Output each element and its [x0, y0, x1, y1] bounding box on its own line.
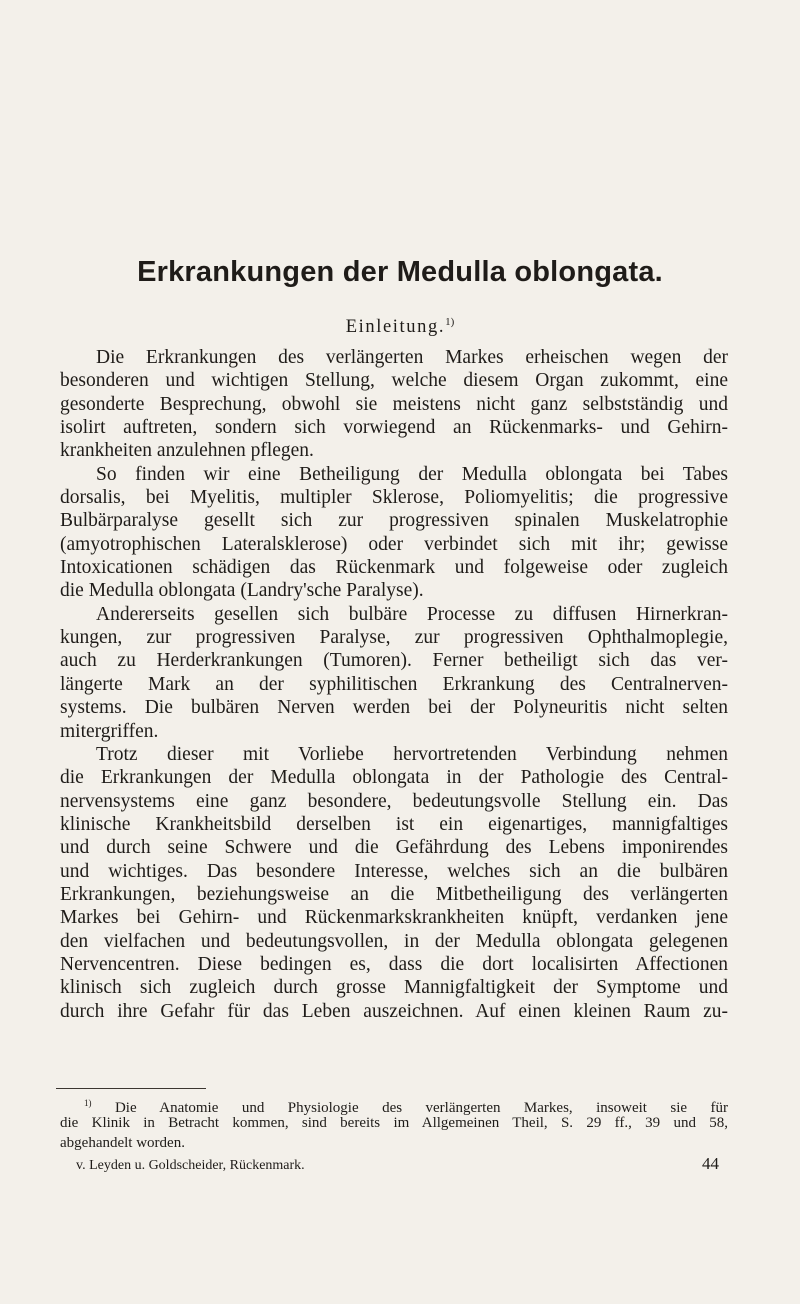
signature-line: v. Leyden u. Goldscheider, Rückenmark.	[76, 1158, 305, 1173]
footnote-marker: 1)	[84, 1098, 92, 1108]
text-line: isolirt auftreten, sondern sich vorwiegend an Rückenmarks- und Gehirn-	[60, 417, 728, 439]
text-line: dorsalis, bei Myelitis, multipler Sklerose, Poliomyelitis; die progressive	[60, 487, 728, 509]
text-line: Die Erkrankungen des verlängerten Markes erheischen wegen der	[96, 347, 728, 368]
body-text	[60, 346, 728, 1023]
footnote-line: abgehandelt worden.	[60, 1135, 185, 1151]
text-line: auch zu Herderkrankungen (Tumoren). Ferner betheiligt sich das ver-	[60, 650, 728, 672]
text-line: mitergriffen.	[60, 720, 159, 742]
page-title: Erkrankungen der Medulla oblongata.	[137, 256, 663, 288]
text-line: und wichtiges. Das besondere Interesse, welches sich an die bulbären	[60, 860, 728, 882]
text-line: die Medulla oblongata (Landry'sche Paralyse).	[60, 580, 424, 602]
footnote-reference: 1)	[445, 316, 455, 328]
footnote-line	[60, 1093, 728, 1116]
text-line: systems. Die bulbären Nerven werden bei der Polyneuritis nicht selten	[60, 697, 728, 719]
footnote-line-text: Die Anatomie und Physiologie des verlängerten Markes, insoweit sie für	[114, 1100, 728, 1116]
footnote	[60, 1093, 728, 1153]
section-heading	[0, 316, 800, 338]
text-line: durch ihre Gefahr für das Leben auszeichnen. Auf einen kleinen Raum zu-	[60, 1000, 728, 1022]
text-line: Trotz dieser mit Vorliebe hervortretenden Verbindung nehmen	[96, 743, 728, 765]
footnote-divider	[56, 1088, 206, 1089]
text-line: Bulbärparalyse gesellt sich zur progressiven spinalen Muskelatrophie	[60, 510, 728, 532]
text-line: längerte Mark an der syphilitischen Erkrankung des Centralnerven-	[60, 673, 728, 695]
text-line: Markes bei Gehirn- und Rückenmarkskrankheiten knüpft, verdanken jene	[60, 907, 728, 929]
text-line: krankheiten anzulehnen pflegen.	[60, 440, 314, 462]
page-number: 44	[702, 1154, 719, 1173]
text-line: Nervencentren. Diese bedingen es, dass die dort localisirten Affectionen	[60, 953, 728, 975]
text-line: Andererseits gesellen sich bulbäre Processe zu diffusen Hirnerkran-	[96, 603, 728, 625]
text-line: den vielfachen und bedeutungsvollen, in der Medulla oblongata gelegenen	[60, 930, 728, 952]
text-line: nervensystems eine ganz besondere, bedeutungsvolle Stellung ein. Das	[60, 790, 728, 812]
section-heading-text: Einleitung.	[345, 317, 446, 338]
footnote-line: die Klinik in Betracht kommen, sind bereits im Allgemeinen Theil, S. 29 ff., 39 und 58,	[60, 1115, 728, 1131]
text-line: Intoxicationen schädigen das Rückenmark und folgeweise oder zugleich	[60, 557, 728, 579]
text-line: klinisch sich zugleich durch grosse Mannigfaltigkeit der Symptome und	[60, 977, 728, 999]
text-line: klinische Krankheitsbild derselben ist ein eigenartiges, mannigfaltiges	[60, 813, 728, 835]
text-line: (amyotrophischen Lateralsklerose) oder verbindet sich mit ihr; gewisse	[60, 533, 728, 555]
text-line: Erkrankungen, beziehungsweise an die Mitbetheiligung des verlängerten	[60, 883, 728, 905]
text-line: gesonderte Besprechung, obwohl sie meistens nicht ganz selbstständig und	[60, 393, 728, 415]
text-line: und durch seine Schwere und die Gefährdung des Lebens imponirendes	[60, 837, 728, 859]
text-line: So finden wir eine Betheiligung der Medulla oblongata bei Tabes	[96, 463, 728, 485]
text-line: besonderen und wichtigen Stellung, welche diesem Organ zukommt, eine	[60, 370, 728, 392]
text-line: die Erkrankungen der Medulla oblongata in der Pathologie des Central-	[60, 767, 728, 789]
text-line: kungen, zur progressiven Paralyse, zur progressiven Ophthalmoplegie,	[60, 627, 728, 649]
